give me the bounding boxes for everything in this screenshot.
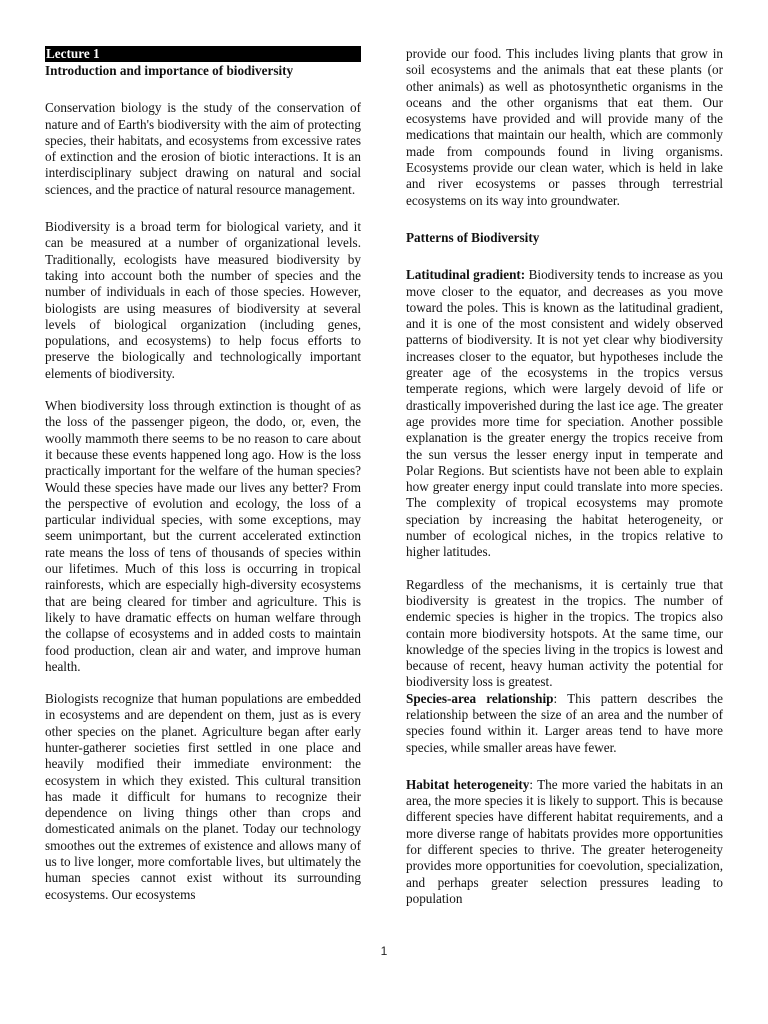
paragraph-species-area [406, 691, 723, 756]
term-latitudinal-gradient: Latitudinal gradient: [406, 267, 526, 283]
paragraph-tropics: Regardless of the mechanisms, it is certainly true that biodiversity is greatest in the tropics. The number of endemic species is higher in the tropics. The tropics also contain more biodiversity hotspots. At the same time, our knowledge of the species living in the tropics is lowest and because of recent, heavy human activity the potential for biodiversity loss is greatest. [406, 576, 723, 690]
paragraph-biodiversity-loss: When biodiversity loss through extinction is thought of as the loss of the passenger pigeon, the dodo, or, even, the woolly mammoth there seems to be no reason to care about it because these events happened long ago. How is the loss practically important for the welfare of the human species? Would these species have made our lives any better? From the perspective of evolution and ecology, the loss of a particular individual species, with some exceptions, may seem unimportant, but the current accelerated extinction rate means the loss of tens of thousands of species within our lifetimes. Much of this loss is occurring in tropical rainforests, which are especially high-diversity ecosystems that are being cleared for timber and agriculture. This is likely to have dramatic effects on human welfare through the collapse of ecosystems and in added costs to maintain food production, clean air and water, and improve human health. [45, 398, 361, 674]
section-heading-patterns: Patterns of Biodiversity [406, 229, 540, 245]
species-area-text: : This pattern describes the relationship between the size of an area and the number of species found within it. Larger areas tend to have more species, while smaller areas have fewer. [406, 690, 723, 755]
habitat-heterogeneity-text: : The more varied the habitats in an area, the more species it is likely to support. This is because different species have different habitat requirements, and a more diverse range of habitats provides more opportunities for different species to thrive. The greater heterogeneity provides more opportunities for coevolution, specialization, and perhaps greater selection pressures leading to population [406, 776, 723, 906]
term-species-area-relationship: Species-area relationship [406, 690, 554, 706]
lecture-label: Lecture 1 [45, 46, 361, 62]
term-habitat-heterogeneity: Habitat heterogeneity [406, 776, 530, 792]
left-column [45, 46, 361, 903]
page-number: 1 [380, 944, 388, 958]
paragraph-conservation-biology: Conservation biology is the study of the conservation of nature and of Earth's biodiversity with the aim of protecting species, their habitats, and ecosystems from excessive rates of extinction and the erosion of biotic interactions. It is an interdisciplinary subject drawing on natural and social sciences, and the practice of natural resource management. [45, 100, 361, 197]
paragraph-ecosystem-services: provide our food. This includes living plants that grow in soil ecosystems and the animals that eat these plants (or other animals) as well as photosynthetic organisms in the oceans and the other organisms that eat them. Our ecosystems have provided and will provide many of the medications that maintain our health, which are commonly made from compounds found in living organisms. Ecosystems provide our clean water, which is held in lake and river ecosystems or passes through terrestrial ecosystems on its way into groundwater. [406, 46, 723, 208]
paragraph-habitat-heterogeneity [406, 777, 723, 907]
paragraph-biodiversity-definition: Biodiversity is a broad term for biological variety, and it can be measured at a number of organizational levels. Traditionally, ecologists have measured biodiversity by taking into account both the number of species and the number of individuals in each of those species. However, biologists are using measures of biodiversity at several levels of biological organization (including genes, populations, and ecosystems) to help focus efforts to preserve the biologically and technologically important elements of biodiversity. [45, 219, 361, 381]
paragraph-latitudinal-gradient [406, 267, 723, 560]
right-column [406, 46, 723, 907]
latitudinal-gradient-text: Biodiversity tends to increase as you move closer to the equator, and decreases as you move toward the poles. This is known as the latitudinal gradient, and it is one of the most consistent and widely observed patterns of biodiversity. It is not yet clear why biodiversity increases closer to the equator, but hypotheses include the greater age of the ecosystems in the tropics versus temperate regions, which were largely devoid of life or drastically impoverished during the last ice age. The greater age provides more time for speciation. Another possible explanation is the greater energy the tropics receive from the sun versus the lesser energy input in temperate and Polar Regions. But scientists have not been able to explain how greater energy input could translate into more species. The complexity of tropical ecosystems may promote speciation by increasing the habitat heterogeneity, or number of ecological niches, in the tropics relative to higher latitudes. [406, 267, 723, 560]
paragraph-human-dependence: Biologists recognize that human populations are embedded in ecosystems and are dependent on them, just as is every other species on the planet. Agriculture began after early hunter-gatherer societies first settled in one place and heavily modified their immediate environment: the ecosystem in which they existed. This cultural transition has made it difficult for humans to recognize their dependence on living things other than crops and domesticated animals on the planet. Today our technology smoothes out the extremes of existence and allows many of us to live longer, more comfortable lives, but ultimately the human species cannot exist without its surrounding ecosystems. Our ecosystems [45, 691, 361, 902]
lecture-title: Introduction and importance of biodiversity [45, 63, 294, 78]
